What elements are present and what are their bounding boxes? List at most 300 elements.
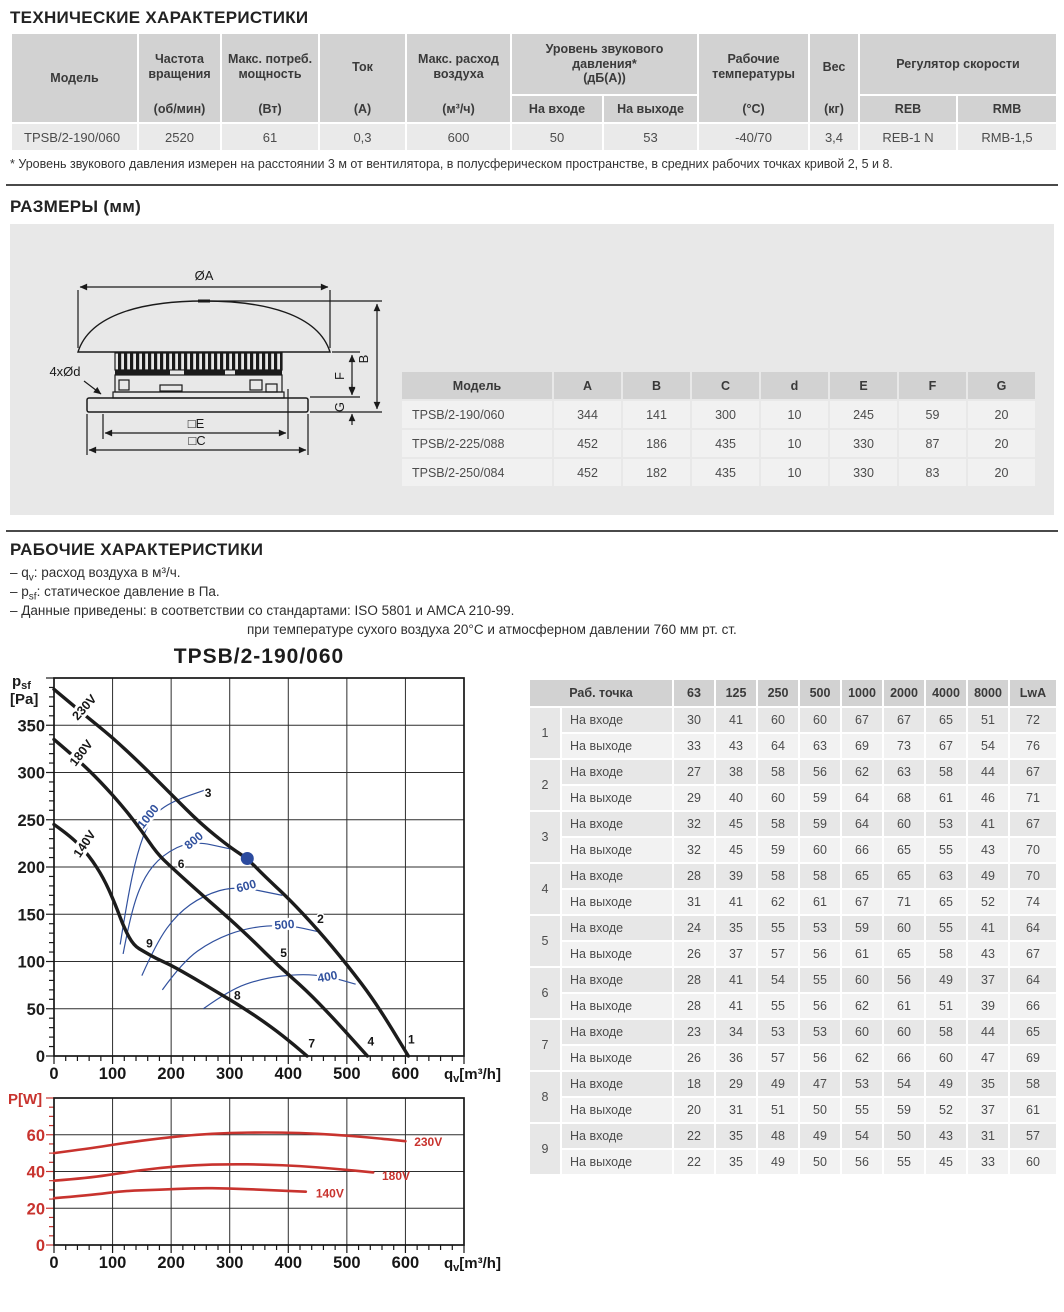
table-cell: 28: [674, 864, 714, 888]
x-tick-label: 400: [274, 1254, 303, 1272]
x-tick-label: 500: [333, 1254, 361, 1272]
table-row: [530, 942, 1056, 966]
table-cell: 63: [800, 734, 840, 758]
table-cell: 73: [884, 734, 924, 758]
table-cell: 33: [674, 734, 714, 758]
table-row: [530, 734, 1056, 758]
table-cell: 10: [761, 459, 828, 486]
table-cell: 61: [926, 786, 966, 810]
table-cell: 60: [926, 1046, 966, 1070]
table-row: [530, 1046, 1056, 1070]
table-row: [530, 1072, 1056, 1096]
table-cell: 68: [884, 786, 924, 810]
tech-header-sound-line2: (дБ(А)): [583, 71, 626, 86]
sound-header-band: 8000: [968, 680, 1008, 706]
x-tick-label: 100: [98, 1254, 127, 1272]
x-tick-label: 200: [157, 1254, 185, 1272]
table-cell: 69: [842, 734, 882, 758]
tech-header-sound-line1: Уровень звукового давления*: [545, 41, 664, 71]
table-cell: 67: [884, 708, 924, 732]
table-cell: 69: [1010, 1046, 1056, 1070]
series-curves: [54, 689, 408, 1056]
location-cell: На выходе: [562, 838, 672, 862]
table-cell: 49: [968, 864, 1008, 888]
table-cell: 65: [926, 708, 966, 732]
table-cell: 49: [926, 968, 966, 992]
table-cell: 47: [968, 1046, 1008, 1070]
table-row: [530, 708, 1056, 732]
performance-notes: [10, 563, 737, 639]
table-cell: 43: [926, 1124, 966, 1148]
tech-header-regulator: Регулятор скорости: [860, 34, 1056, 94]
tech-cell-power: 61: [222, 124, 318, 150]
table-cell: 49: [926, 1072, 966, 1096]
table-cell: 56: [800, 994, 840, 1018]
point-number-cell: 9: [530, 1124, 560, 1174]
sound-levels-table: [528, 678, 1058, 1176]
location-cell: На входе: [562, 812, 672, 836]
table-row: [530, 916, 1056, 940]
sound-header-band: LwA: [1010, 680, 1056, 706]
x-tick-label: 600: [391, 1065, 420, 1083]
location-cell: На выходе: [562, 890, 672, 914]
table-cell: 30: [674, 708, 714, 732]
table-cell: 10: [761, 401, 828, 428]
table-cell: 76: [1010, 734, 1056, 758]
table-cell: 330: [830, 459, 897, 486]
y-tick-label: 350: [17, 717, 45, 736]
table-cell: 60: [884, 916, 924, 940]
table-cell: 20: [968, 401, 1035, 428]
tech-header-speed-label: Частота вращения: [148, 52, 211, 81]
table-cell: 66: [884, 1046, 924, 1070]
operating-point-label: 1: [407, 1032, 415, 1047]
table-cell: 62: [842, 994, 882, 1018]
table-cell: 64: [842, 786, 882, 810]
table-row: [530, 1124, 1056, 1148]
tech-subheader-reb: REB: [860, 96, 956, 122]
dim-label-e: □E: [187, 416, 205, 431]
table-cell: 59: [800, 812, 840, 836]
table-cell: 66: [1010, 994, 1056, 1018]
y-tick-label: 0: [35, 1048, 45, 1066]
table-cell: 54: [842, 1124, 882, 1148]
divider: [6, 184, 1058, 186]
sound-header-band: 1000: [842, 680, 882, 706]
tech-header-sound: [512, 34, 697, 94]
table-cell: 39: [968, 994, 1008, 1018]
table-cell: 20: [968, 459, 1035, 486]
table-cell: 22: [674, 1150, 714, 1174]
table-cell: 31: [716, 1098, 756, 1122]
location-cell: На входе: [562, 864, 672, 888]
table-cell: 41: [716, 708, 756, 732]
fan-outline: [78, 301, 330, 412]
table-cell: 64: [1010, 968, 1056, 992]
operating-point-label: 5: [280, 945, 287, 960]
table-cell: 67: [842, 890, 882, 914]
tech-header-current-label: Ток: [352, 59, 373, 74]
table-cell: 24: [674, 916, 714, 940]
x-tick-label: 0: [49, 1254, 59, 1272]
table-cell: 40: [716, 786, 756, 810]
table-cell: 55: [926, 916, 966, 940]
table-cell: 45: [926, 1150, 966, 1174]
table-cell: 56: [800, 760, 840, 784]
tech-footnote: * Уровень звукового давления измерен на расстоянии 3 м от вентилятора, в полусферическом пространстве, в средних рабочих точках кривой 2, 5 и 8.: [10, 157, 893, 171]
table-cell: 57: [1010, 1124, 1056, 1148]
table-cell: 60: [758, 708, 798, 732]
table-cell: 38: [716, 760, 756, 784]
table-cell: 49: [800, 1124, 840, 1148]
table-cell: 58: [758, 864, 798, 888]
table-cell: 31: [968, 1124, 1008, 1148]
x-axis-label: $q_v[m^3/h]$: [444, 1066, 501, 1085]
table-cell: 61: [1010, 1098, 1056, 1122]
table-cell: 245: [830, 401, 897, 428]
table-cell: 67: [1010, 812, 1056, 836]
table-cell: TPSB/2-190/060: [402, 401, 552, 428]
divider: [6, 530, 1058, 532]
table-cell: 50: [800, 1150, 840, 1174]
y-tick-label: 40: [26, 1163, 45, 1182]
x-tick-label: 0: [49, 1065, 59, 1083]
table-cell: 63: [884, 760, 924, 784]
table-row: [530, 890, 1056, 914]
table-cell: 50: [884, 1124, 924, 1148]
table-cell: 18: [674, 1072, 714, 1096]
tech-cell-airflow: 600: [407, 124, 510, 150]
table-cell: 28: [674, 968, 714, 992]
series-curve-180V: [54, 1164, 373, 1180]
tech-cell-current: 0,3: [320, 124, 405, 150]
table-cell: 48: [758, 1124, 798, 1148]
table-cell: 65: [884, 942, 924, 966]
table-cell: 63: [926, 864, 966, 888]
table-cell: 186: [623, 430, 690, 457]
location-cell: На входе: [562, 968, 672, 992]
table-cell: 58: [926, 1020, 966, 1044]
table-cell: 53: [926, 812, 966, 836]
dim-label-diameter-a: ØA: [194, 268, 214, 283]
x-tick-label: 500: [333, 1065, 361, 1083]
table-cell: 43: [968, 838, 1008, 862]
table-cell: 51: [968, 708, 1008, 732]
tech-header-airflow: [407, 34, 510, 122]
table-cell: 20: [674, 1098, 714, 1122]
tech-cell-speed: 2520: [139, 124, 220, 150]
table-row: [402, 459, 1035, 486]
table-cell: 23: [674, 1020, 714, 1044]
table-cell: 72: [1010, 708, 1056, 732]
table-cell: 31: [674, 890, 714, 914]
tech-cell-rmb: RMB-1,5: [958, 124, 1056, 150]
dim-header-b: B: [623, 372, 690, 399]
table-cell: 54: [758, 968, 798, 992]
tech-cell-weight: 3,4: [810, 124, 858, 150]
tech-header-current: [320, 34, 405, 122]
table-cell: 59: [899, 401, 966, 428]
location-cell: На выходе: [562, 1150, 672, 1174]
table-cell: 56: [800, 942, 840, 966]
sound-header-band: 63: [674, 680, 714, 706]
table-row: [530, 760, 1056, 784]
y-tick-label: 300: [17, 764, 45, 783]
table-cell: 435: [692, 430, 759, 457]
sound-header-point: Раб. точка: [530, 680, 672, 706]
table-cell: 58: [800, 864, 840, 888]
point-number-cell: 4: [530, 864, 560, 914]
speed-curve-label: 600: [234, 876, 258, 896]
voltage-curve-label: 180V: [66, 737, 96, 769]
table-cell: 53: [800, 1020, 840, 1044]
tech-cell-model: TPSB/2-190/060: [12, 124, 137, 150]
tech-subheader-inlet: На входе: [512, 96, 602, 122]
table-cell: 67: [1010, 942, 1056, 966]
y-tick-label: 0: [35, 1237, 45, 1255]
table-cell: 29: [716, 1072, 756, 1096]
table-cell: 74: [1010, 890, 1056, 914]
dimensions-table: [400, 370, 1037, 488]
location-cell: На входе: [562, 1072, 672, 1096]
table-cell: 141: [623, 401, 690, 428]
x-axis-label: $q_v[m^3/h]$: [444, 1255, 501, 1274]
location-cell: На выходе: [562, 1098, 672, 1122]
table-cell: 59: [884, 1098, 924, 1122]
table-cell: 59: [758, 838, 798, 862]
table-cell: 27: [674, 760, 714, 784]
sound-header-band: 500: [800, 680, 840, 706]
dim-label-holes: 4xØd: [49, 364, 81, 379]
tech-header-power-label: Макс. потреб. мощность: [227, 52, 313, 81]
table-cell: 53: [758, 1020, 798, 1044]
operating-point-label: 7: [308, 1036, 316, 1051]
dimensions-section-title: РАЗМЕРЫ (мм): [10, 197, 142, 216]
table-row: [530, 994, 1056, 1018]
table-cell: 35: [968, 1072, 1008, 1096]
table-cell: 51: [758, 1098, 798, 1122]
operating-point-label: 6: [177, 856, 185, 871]
operating-point-label: 4: [367, 1034, 375, 1049]
dim-header-e: E: [830, 372, 897, 399]
location-cell: На выходе: [562, 734, 672, 758]
gridlines: [54, 678, 464, 1056]
x-tick-label: 100: [98, 1065, 127, 1083]
table-row: [402, 430, 1035, 457]
table-cell: 60: [1010, 1150, 1056, 1174]
table-cell: 55: [884, 1150, 924, 1174]
sound-header-band: 4000: [926, 680, 966, 706]
table-cell: 55: [926, 838, 966, 862]
dim-header-model: Модель: [402, 372, 552, 399]
table-cell: 58: [758, 812, 798, 836]
table-cell: 28: [674, 994, 714, 1018]
table-cell: 65: [926, 890, 966, 914]
table-cell: 330: [830, 430, 897, 457]
table-cell: 20: [968, 430, 1035, 457]
table-cell: 56: [884, 968, 924, 992]
location-cell: На входе: [562, 708, 672, 732]
table-row: [402, 372, 1035, 399]
dim-header-d: d: [761, 372, 828, 399]
speed-curves: [120, 789, 355, 1009]
table-cell: 58: [758, 760, 798, 784]
table-cell: 34: [716, 1020, 756, 1044]
table-cell: 300: [692, 401, 759, 428]
table-cell: 26: [674, 942, 714, 966]
tech-header-weight-unit: (кг): [824, 102, 844, 117]
tech-table: [10, 32, 1058, 152]
sound-header-band: 125: [716, 680, 756, 706]
table-cell: 55: [800, 968, 840, 992]
table-cell: 59: [800, 786, 840, 810]
table-cell: 60: [758, 786, 798, 810]
dim-label-b: B: [356, 354, 371, 364]
table-cell: 55: [758, 916, 798, 940]
y-tick-label: 200: [17, 859, 45, 877]
table-cell: 41: [968, 916, 1008, 940]
tech-header-current-unit: (А): [353, 102, 372, 117]
table-cell: 58: [926, 760, 966, 784]
voltage-curve-label: 140V: [315, 1186, 344, 1201]
table-cell: 61: [842, 942, 882, 966]
table-cell: 87: [899, 430, 966, 457]
table-row: [530, 812, 1056, 836]
tech-cell-sound-in: 50: [512, 124, 602, 150]
table-cell: 62: [758, 890, 798, 914]
dim-label-f: F: [332, 372, 347, 380]
table-cell: 54: [968, 734, 1008, 758]
table-cell: 56: [842, 1150, 882, 1174]
y-tick-label: 150: [17, 906, 45, 925]
table-cell: 64: [1010, 916, 1056, 940]
table-cell: 51: [926, 994, 966, 1018]
table-cell: 67: [926, 734, 966, 758]
table-cell: 35: [716, 916, 756, 940]
note-line: – $p_{sf}$: статическое давление в Па.: [10, 584, 220, 603]
table-cell: 41: [716, 994, 756, 1018]
dim-label-g: G: [332, 401, 347, 413]
note-line: – Данные приведены: в соответствии со стандартами: ISO 5801 и AMCA 210-99.: [10, 603, 515, 618]
table-cell: 57: [758, 942, 798, 966]
note-line: при температуре сухого воздуха 20°C и атмосферном давлении 760 мм рт. ст.: [247, 622, 737, 637]
y-axis-label: $p_{sf}$: [12, 673, 31, 692]
sound-header-band: 2000: [884, 680, 924, 706]
tech-header-speed: [139, 34, 220, 122]
table-cell: 60: [842, 1020, 882, 1044]
y-tick-label: 250: [17, 811, 45, 830]
table-cell: 53: [842, 1072, 882, 1096]
point-number-cell: 8: [530, 1072, 560, 1122]
dim-label-c: □C: [188, 433, 206, 448]
table-cell: 33: [968, 1150, 1008, 1174]
tech-subheader-outlet: На выходе: [604, 96, 697, 122]
point-number-cell: 1: [530, 708, 560, 758]
table-cell: 46: [968, 786, 1008, 810]
table-cell: 26: [674, 1046, 714, 1070]
y-tick-label: 20: [26, 1200, 45, 1219]
power-flow-chart: [0, 1085, 520, 1290]
operating-point-label: 8: [233, 988, 241, 1003]
table-cell: 36: [716, 1046, 756, 1070]
table-cell: 64: [758, 734, 798, 758]
tech-header-temp-label: Рабочие температуры: [712, 52, 795, 81]
operating-point-label: 9: [146, 936, 153, 951]
y-axis-label: P[W]: [8, 1091, 43, 1108]
table-cell: 67: [1010, 760, 1056, 784]
tech-cell-sound-out: 53: [604, 124, 697, 150]
table-cell: 41: [716, 890, 756, 914]
table-cell: 182: [623, 459, 690, 486]
tech-cell-reb: REB-1 N: [860, 124, 956, 150]
table-row: [402, 401, 1035, 428]
table-cell: 344: [554, 401, 621, 428]
table-cell: 47: [800, 1072, 840, 1096]
table-cell: 67: [842, 708, 882, 732]
tech-header-model: Модель: [12, 34, 137, 122]
table-cell: 58: [926, 942, 966, 966]
tech-header-temp-unit: (°C): [742, 102, 765, 117]
chart-title: TPSB/2-190/060: [173, 645, 345, 668]
dim-header-a: A: [554, 372, 621, 399]
table-cell: 60: [842, 968, 882, 992]
table-cell: 29: [674, 786, 714, 810]
table-cell: 60: [800, 838, 840, 862]
table-cell: 37: [968, 1098, 1008, 1122]
table-cell: 55: [758, 994, 798, 1018]
y-tick-label: 60: [26, 1126, 45, 1145]
table-row: [530, 786, 1056, 810]
table-cell: TPSB/2-250/084: [402, 459, 552, 486]
table-cell: 10: [761, 430, 828, 457]
location-cell: На выходе: [562, 942, 672, 966]
table-row: [530, 864, 1056, 888]
location-cell: На входе: [562, 916, 672, 940]
table-cell: 45: [716, 812, 756, 836]
table-cell: 62: [842, 760, 882, 784]
table-row: [530, 838, 1056, 862]
location-cell: На выходе: [562, 1046, 672, 1070]
table-row: [530, 968, 1056, 992]
table-cell: 54: [884, 1072, 924, 1096]
table-cell: 52: [926, 1098, 966, 1122]
table-cell: 60: [884, 812, 924, 836]
table-cell: 22: [674, 1124, 714, 1148]
tech-header-weight-label: Вес: [822, 59, 846, 74]
performance-section-title: РАБОЧИЕ ХАРАКТЕРИСТИКИ: [10, 540, 264, 559]
table-cell: 35: [716, 1150, 756, 1174]
table-cell: 45: [716, 838, 756, 862]
y-axis-label-unit: [Pa]: [10, 691, 39, 708]
pressure-flow-chart: [0, 668, 520, 1092]
table-cell: 37: [716, 942, 756, 966]
table-cell: 65: [884, 864, 924, 888]
table-cell: 44: [968, 760, 1008, 784]
table-cell: 43: [716, 734, 756, 758]
table-cell: 43: [968, 942, 1008, 966]
dim-header-c: C: [692, 372, 759, 399]
table-cell: 61: [884, 994, 924, 1018]
table-cell: 60: [884, 1020, 924, 1044]
voltage-curve-label: 230V: [69, 691, 100, 723]
speed-curve-label: 1000: [134, 801, 162, 832]
fan-dimension-drawing: [10, 224, 410, 515]
sound-header-band: 250: [758, 680, 798, 706]
tech-header-power-unit: (Вт): [258, 102, 282, 117]
table-cell: 59: [842, 916, 882, 940]
table-cell: 65: [1010, 1020, 1056, 1044]
table-cell: 32: [674, 838, 714, 862]
